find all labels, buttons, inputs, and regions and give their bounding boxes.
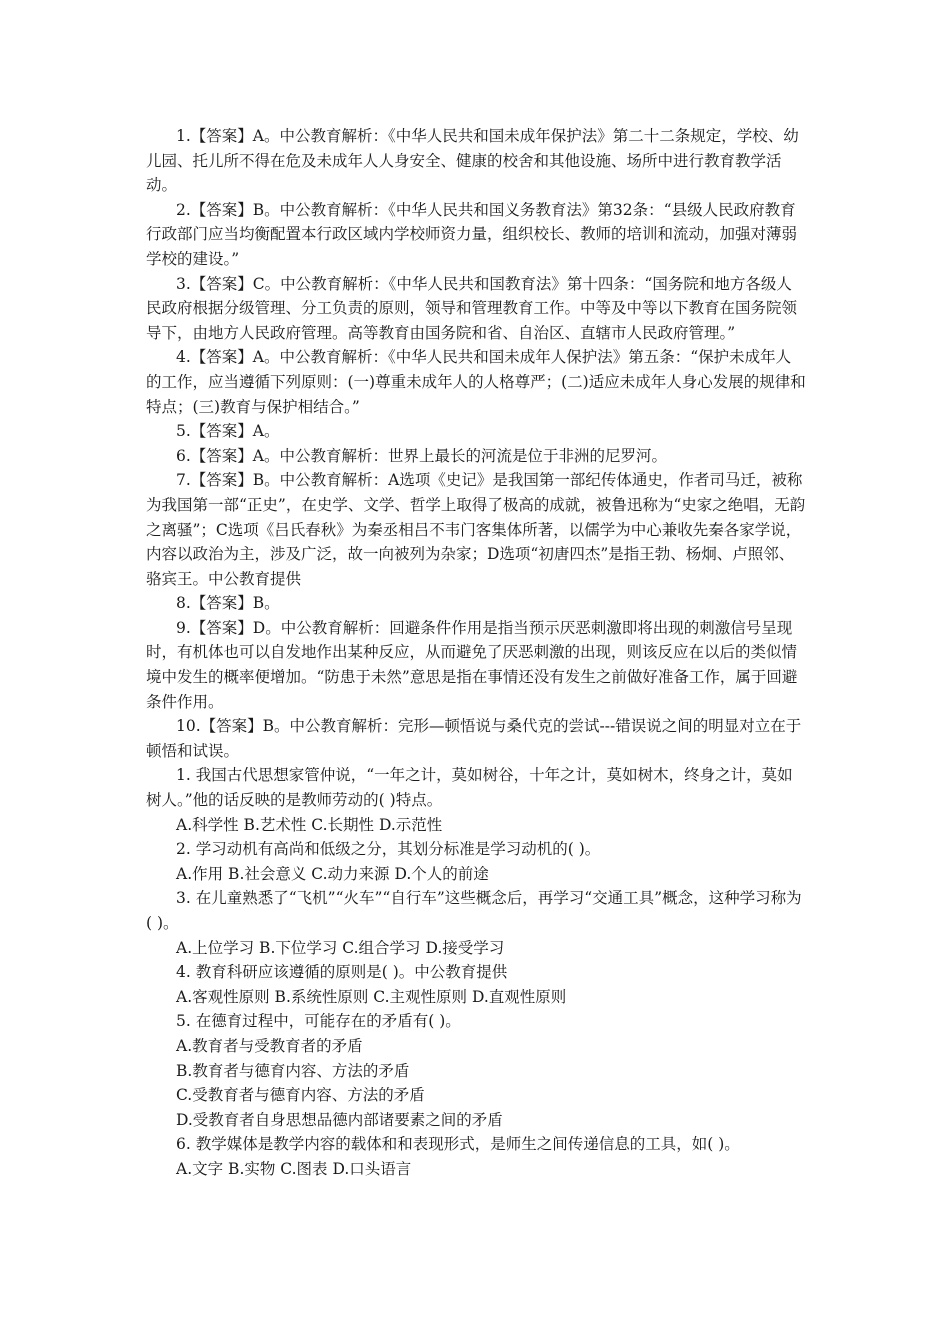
question-5-option-a: A.教育者与受教育者的矛盾 — [176, 1036, 363, 1055]
question-3-stem: 3. 在儿童熟悉了“飞机”“火车”“自行车”这些概念后，再学习“交通工具”概念，这种学习称为( )。 — [146, 889, 802, 932]
question-5-option-d: D.受教育者自身思想品德内部诸要素之间的矛盾 — [176, 1110, 503, 1129]
answer-5: 5.【答案】A。 — [176, 422, 280, 441]
answer-6: 6.【答案】A。中公教育解析：世界上最长的河流是位于非洲的尼罗河。 — [176, 446, 667, 465]
question-1-stem: 1. 我国古代思想家管仲说，“一年之计，莫如树谷，十年之计，莫如树木，终身之计，莫如树人。”他的话反映的是教师劳动的( )特点。 — [146, 766, 793, 810]
question-5-stem: 5. 在德育过程中，可能存在的矛盾有( )。 — [176, 1012, 461, 1031]
answer-1: 1.【答案】A。中公教育解析：《中华人民共和国未成年保护法》第二十二条规定，学校、幼儿园、托儿所不得在危及未成年人人身安全、健康的校舍和其他设施、场所中进行教育教学活动。 — [146, 127, 799, 195]
question-2-options: A.作用 B.社会意义 C.动力来源 D.个人的前途 — [176, 864, 489, 883]
answer-10: 10.【答案】B。中公教育解析：完形—顿悟说与桑代克的尝试---错误说之间的明显对立在于顿悟和试误。 — [146, 717, 802, 760]
answer-2: 2.【答案】B。中公教育解析：《中华人民共和国义务教育法》第32条：“县级人民政府教育行政部门应当均衡配置本行政区域内学校师资力量，组织校长、教师的培训和流动，加强对薄弱学校的建设。” — [146, 200, 798, 268]
question-6-stem: 6. 教学媒体是教学内容的载体和和表现形式，是师生之间传递信息的工具，如( )。 — [176, 1135, 740, 1154]
question-5-option-c: C.受教育者与德育内容、方法的矛盾 — [176, 1086, 425, 1105]
question-2-stem: 2. 学习动机有高尚和低级之分，其划分标准是学习动机的( )。 — [176, 840, 601, 859]
question-4-stem: 4. 教育科研应该遵循的原则是( )。中公教育提供 — [176, 963, 508, 982]
question-5-option-b: B.教育者与德育内容、方法的矛盾 — [176, 1061, 410, 1080]
question-1-options: A.科学性 B.艺术性 C.长期性 D.示范性 — [176, 815, 443, 834]
answer-4: 4.【答案】A。中公教育解析：《中华人民共和国未成年人保护法》第五条：“保护未成年人的工作，应当遵循下列原则：(一)尊重未成年人的人格尊严；(二)适应未成年人身心发展的规律和特点；(三)教育与保护相结合。” — [146, 348, 806, 416]
question-6-options: A.文字 B.实物 C.图表 D.口头语言 — [176, 1159, 412, 1178]
question-3-options: A.上位学习 B.下位学习 C.组合学习 D.接受学习 — [176, 938, 505, 957]
question-4-options: A.客观性原则 B.系统性原则 C.主观性原则 D.直观性原则 — [176, 987, 567, 1006]
answer-7: 7.【答案】B。中公教育解析：A选项《史记》是我国第一部纪传体通史，作者司马迁，被称为我国第一部“正史”，在史学、文学、哲学上取得了极高的成就，被鲁迅称为“史家之绝唱，无韵之离骚”；C选项《吕氏春秋》为秦丞相吕不韦门客集体所著，以儒学为中心兼收先秦各家学说，内容以政治为主，涉及广泛，故一向被列为杂家；D选项“初唐四杰”是指王勃、杨炯、卢照邻、骆宾王。中公教育提供 — [146, 471, 806, 588]
answer-8: 8.【答案】B。 — [176, 594, 280, 613]
answer-3: 3.【答案】C。中公教育解析：《中华人民共和国教育法》第十四条：“国务院和地方各级人民政府根据分级管理、分工负责的原则，领导和管理教育工作。中等及中等以下教育在国务院领导下，由地方人民政府管理。高等教育由国务院和省、自治区、直辖市人民政府管理。” — [146, 274, 798, 342]
document-body — [146, 124, 806, 1182]
answer-9: 9.【答案】D。中公教育解析：回避条件作用是指当预示厌恶刺激即将出现的刺激信号呈现时，有机体也可以自发地作出某种反应，从而避免了厌恶刺激的出现，则该反应在以后的类似情境中发生的概率便增加。“防患于未然”意思是指在事情还没有发生之前做好准备工作，属于回避条件作用。 — [146, 618, 798, 711]
